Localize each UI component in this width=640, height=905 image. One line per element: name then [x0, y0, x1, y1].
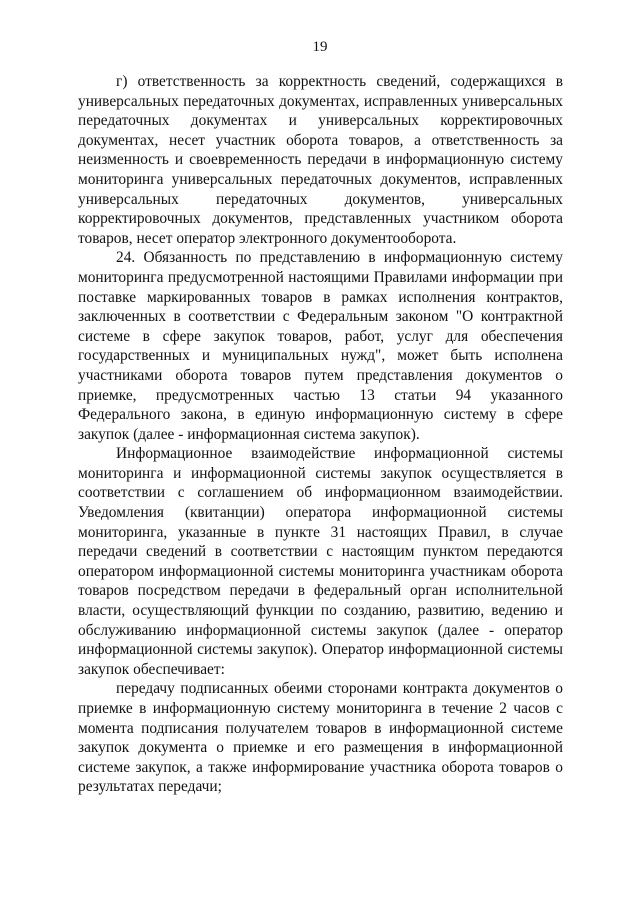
paragraph-transfer-of-documents: передачу подписанных обеими сторонами контракта документов о приемке в информационную систему мониторинга в течение 2 часов с момента подписания получателем товаров в информационной системе закупок документа о приемке и его размещения в информационной системе закупок, а также информирование участника оборота товаров о результатах передачи;: [78, 680, 563, 796]
paragraph-responsibility: г) ответственность за корректность сведений, содержащихся в универсальных передаточных документах, исправленных универсальных передаточных документах и универсальных корректировочных документах, несет участник оборота товаров, а ответственность за неизменность и своевременность передачи в информационную систему мониторинга универсальных передаточных документов, исправленных универсальных передаточных документов, универсальных корректировочных документов, представленных участником оборота товаров, несет оператор электронного документооборота.: [78, 73, 563, 247]
page-number: 19: [312, 39, 328, 55]
paragraph-clause-24: 24. Обязанность по представлению в информационную систему мониторинга предусмотренной настоящими Правилами информации при поставке маркированных товаров в рамках исполнения контрактов, заключенных в соответствии с Федеральным законом "О контрактной системе в сфере закупок товаров, работ, услуг для обеспечения государственных и муниципальных нужд", может быть исполнена участниками оборота товаров путем представления документов о приемке, предусмотренных частью 13 статьи 94 указанного Федерального закона, в единую информационную систему в сфере закупок (далее - информационная система закупок).: [78, 249, 563, 443]
document-body: [78, 72, 563, 797]
paragraph-information-interaction: Информационное взаимодействие информационной системы мониторинга и информационной системы закупок осуществляется в соответствии с соглашением об информационном взаимодействии. Уведомления (квитанции) оператора информационной системы мониторинга, указанные в пункте 31 настоящих Правил, в случае передачи сведений в соответствии с настоящим пунктом передаются оператором информационной системы мониторинга участникам оборота товаров посредством передачи в федеральный орган исполнительной власти, осуществляющий функции по созданию, развитию, ведению и обслуживанию информационной системы закупок (далее - оператор информационной системы закупок). Оператор информационной системы закупок обеспечивает:: [78, 445, 563, 678]
